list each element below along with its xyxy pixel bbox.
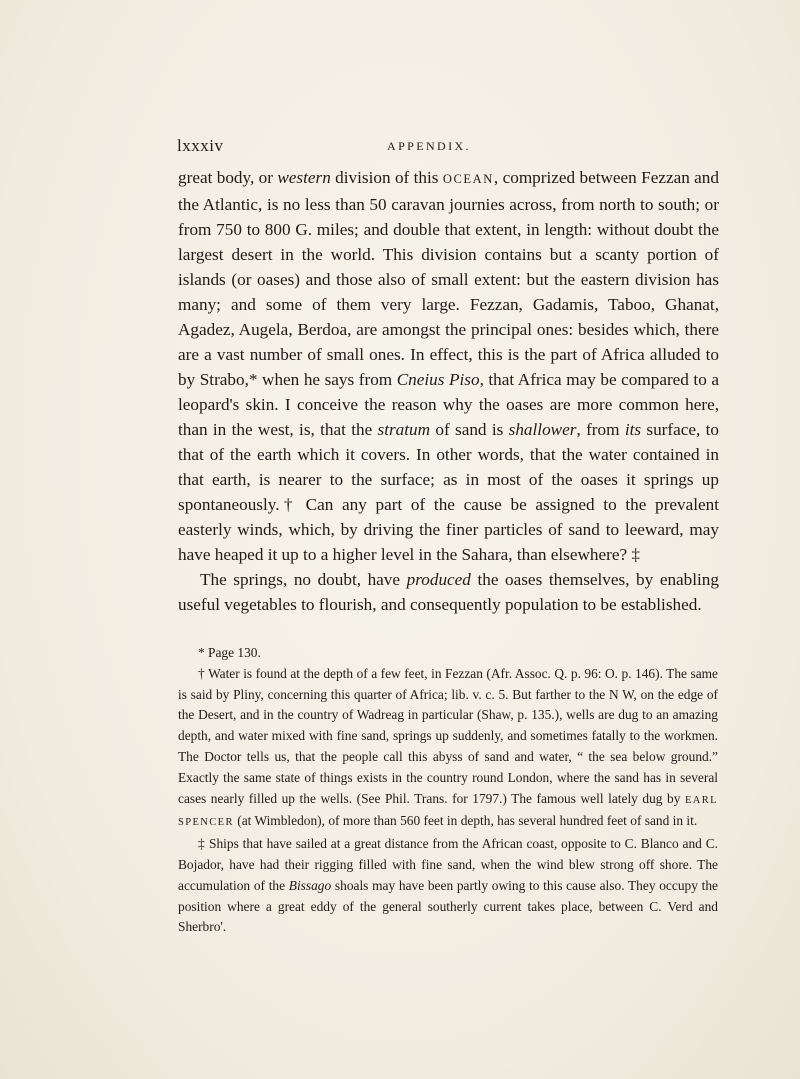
body-paragraph-2 <box>178 567 719 617</box>
italic-text: produced <box>406 570 471 589</box>
text-run: The springs, no doubt, have <box>200 570 407 589</box>
text-run: the oases themselves, by enabling useful vegetables to flourish, and consequently population to be established. <box>178 570 719 614</box>
text-run: of sand is <box>430 420 509 439</box>
body-paragraph-1 <box>178 165 719 567</box>
main-text <box>178 165 719 617</box>
footnotes <box>178 643 718 938</box>
footnote-1 <box>178 643 718 664</box>
italic-text: its <box>624 420 642 439</box>
italic-text: western <box>277 168 331 187</box>
italic-text: shallower <box>508 420 577 439</box>
text-run: great body, or <box>178 168 278 187</box>
text-run: ‡ Ships that have sailed at a great distance from the African coast, opposite to C. Blanco and C. Bojador, have had their rigging filled with fine sand, when the wind blew strong off shore. The accumulation of the <box>178 836 718 893</box>
small-caps-text: EARL SPENCER <box>178 794 718 829</box>
footnote-3 <box>178 834 718 938</box>
small-caps-text: OCEAN <box>442 172 494 186</box>
text-run: (at Wimbledon), of more than 560 feet in depth, has several hundred feet of sand in it. <box>233 813 698 829</box>
page-header <box>177 136 717 156</box>
italic-text: Cneius Piso <box>396 370 480 389</box>
text-run: surface, to that of the earth which it covers. In other words, that the water contained in that earth, is nearer to the surface; as in most of the oases it springs up spontaneously.† Can any part of the cause be assigned to the prevalent easterly winds, which, by driving the finer particles of sand to leeward, may have heaped it up to a higher level in the Sahara, than elsewhere? ‡ <box>178 420 719 564</box>
running-title: APPENDIX. <box>387 139 471 153</box>
page-number: lxxxiv <box>177 136 224 155</box>
text-run: , that Africa may be compared to a leopard's skin. I conceive the reason why the oases are more common here, than in the west, is, that the <box>178 370 719 439</box>
text-run: shoals may have been partly owing to this cause also. They occupy the position where a great eddy of the general southerly current takes place, between C. Verd and Sherbro'. <box>178 877 718 935</box>
text-run: , comprized between Fezzan and the Atlantic, is no less than 50 caravan journies across, from north to south; or from 750 to 800 G. miles; and double that extent, in length: without doubt the largest desert in the world. This division contains but a scanty portion of islands (or oases) and those also of small extent: but the eastern division has many; and some of them very large. Fezzan, Gadamis, Taboo, Ghanat, Agadez, Augela, Berdoa, are amongst the principal ones: besides which, there are a vast number of small ones. In effect, this is the part of Africa alluded to by Strabo,* when he says from <box>178 168 719 389</box>
text-run: , from <box>576 420 625 439</box>
italic-text: stratum <box>377 420 431 439</box>
text-run: * Page 130. <box>198 645 261 660</box>
italic-text: Bissago <box>288 877 332 893</box>
text-run: † Water is found at the depth of a few feet, in Fezzan (Afr. Assoc. Q. p. 96: O. p. 146). The same is said by Pliny, concerning this quarter of Africa; lib. v. c. 5. But farther to the N W, on the edge of the Desert, and in the country of Wadreag in particular (Shaw, p. 135.), wells are dug to an amazing depth, and water mixed with fine sand, springs up suddenly, and sometimes fatally to the workmen. The Doctor tells us, that the people call this abyss of sand and water, “ the sea below ground.” Exactly the same state of things exists in the country round London, where the sand has in several cases nearly filled up the wells. (See Phil. Trans. for 1797.) The famous well lately dug by <box>178 665 718 806</box>
footnote-2 <box>178 664 718 834</box>
text-run: division of this <box>330 168 443 187</box>
